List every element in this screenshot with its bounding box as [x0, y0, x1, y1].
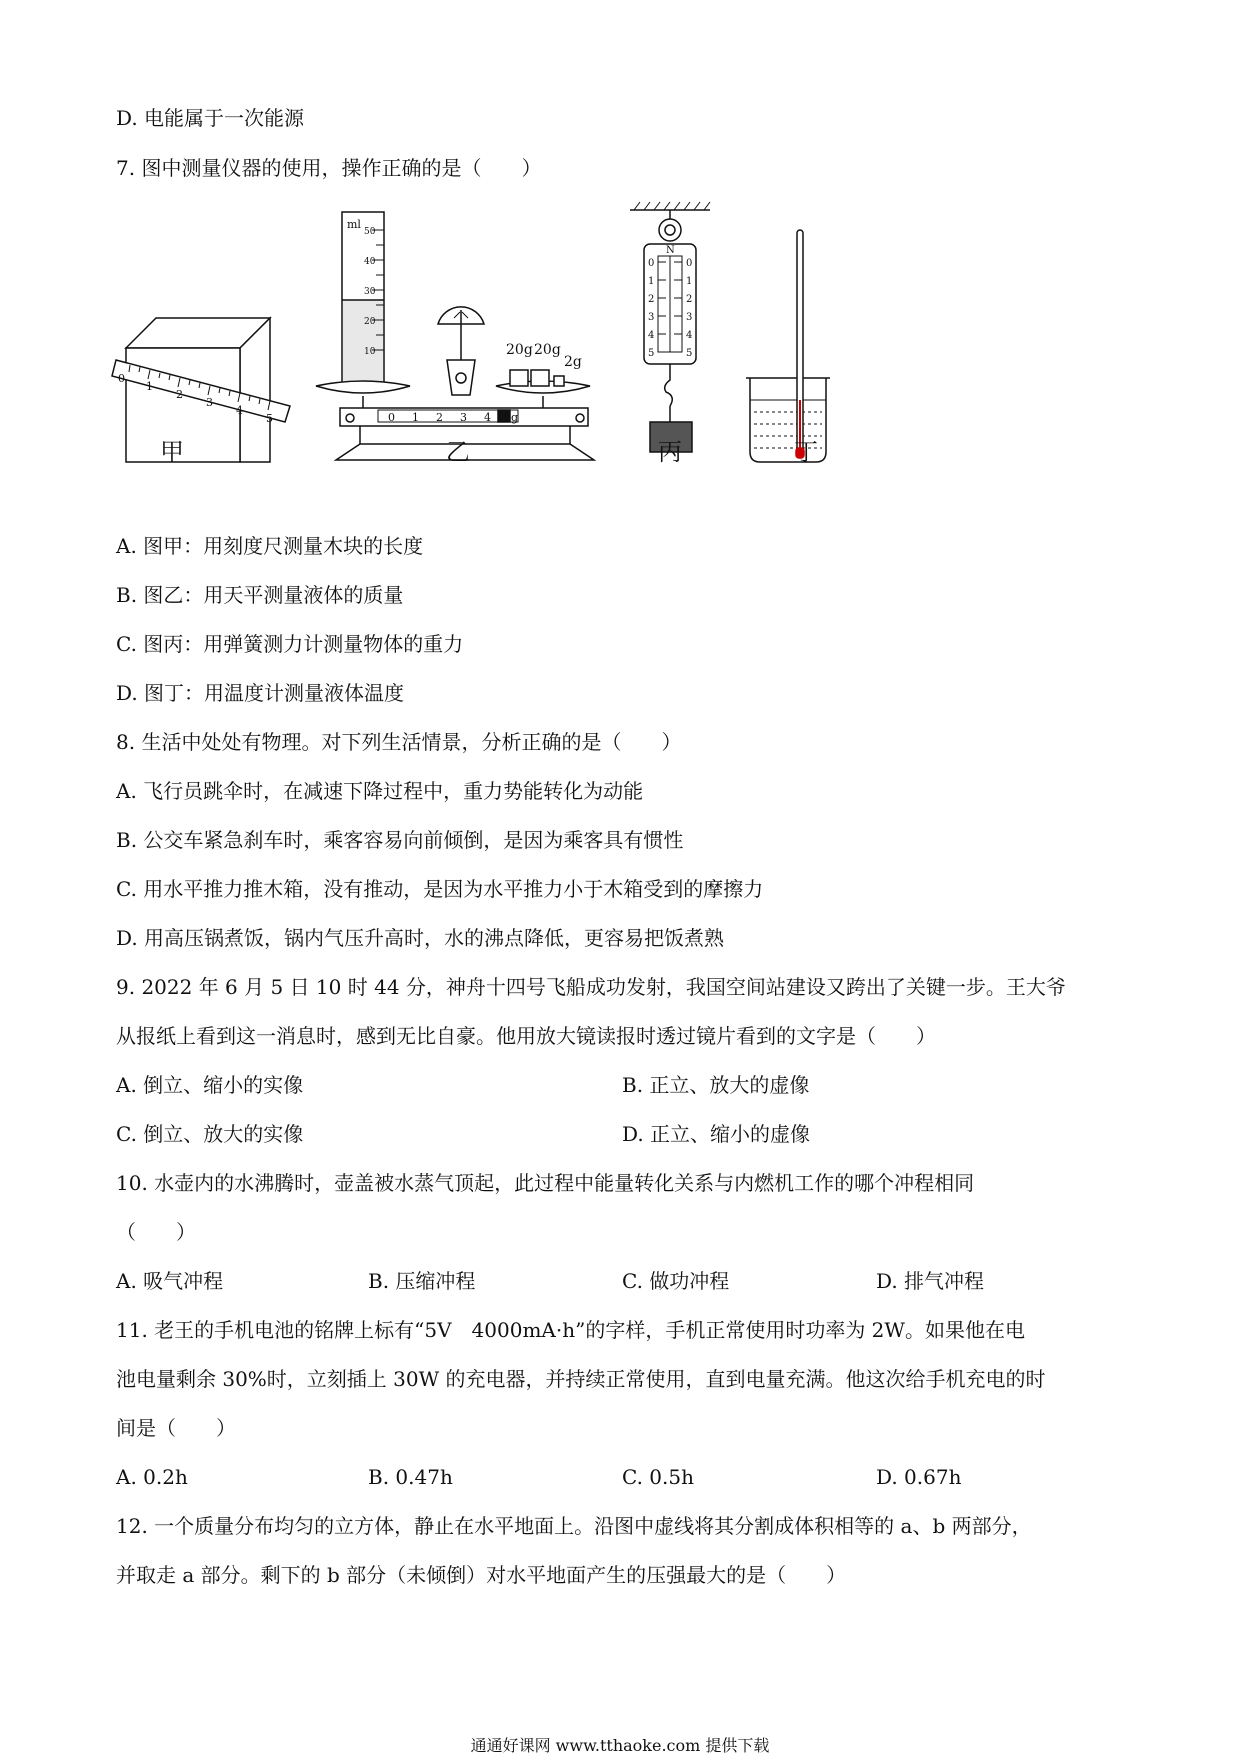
cylinder-tick-30: 30	[364, 287, 376, 297]
q11-option-b: B. 0.47h	[368, 1465, 453, 1489]
weight-label-2: 20g	[534, 342, 561, 358]
spring-tick-left-4: 4	[648, 330, 655, 341]
spring-tick-left-0: 0	[648, 258, 655, 269]
figure-yi-balance	[316, 212, 594, 460]
cylinder-unit: ml	[347, 218, 361, 231]
q9-option-d: D. 正立、缩小的虚像	[622, 1122, 811, 1146]
ruler-tick-2: 2	[176, 388, 183, 401]
figure-ding-thermometer-beaker	[746, 230, 830, 462]
spring-tick-left-2: 2	[648, 294, 655, 305]
cylinder-tick-40: 40	[364, 257, 376, 267]
q8-option-b: B. 公交车紧急刹车时，乘客容易向前倾倒，是因为乘客具有惯性	[116, 828, 684, 852]
q11-option-d: D. 0.67h	[876, 1465, 962, 1489]
balance-scale-5g: 5g	[504, 411, 519, 424]
figure-label-yi: 乙	[446, 438, 470, 466]
q10-option-b: B. 压缩冲程	[368, 1269, 476, 1293]
cylinder-tick-20: 20	[364, 317, 376, 327]
q7-option-c: C. 图丙：用弹簧测力计测量物体的重力	[116, 632, 464, 656]
q6-option-d: D. 电能属于一次能源	[116, 106, 305, 130]
q11-stem-line2: 池电量剩余 30%时，立刻插上 30W 的充电器，并持续正常使用，直到电量充满。他这次给手机充电的时	[116, 1367, 1046, 1391]
figure-label-ding: 丁	[794, 438, 818, 466]
spring-tick-right-5: 5	[686, 348, 693, 359]
q8-option-c: C. 用水平推力推木箱，没有推动，是因为水平推力小于木箱受到的摩擦力	[116, 877, 764, 901]
cylinder-tick-10: 10	[364, 347, 376, 357]
ruler-tick-5: 5	[266, 412, 273, 425]
balance-scale-0: 0	[388, 411, 395, 424]
figure-bing-spring-scale	[630, 202, 710, 452]
q11-option-c: C. 0.5h	[622, 1465, 694, 1489]
balance-scale-2: 2	[436, 411, 443, 424]
q10-option-d: D. 排气冲程	[876, 1269, 985, 1293]
spring-tick-left-1: 1	[648, 276, 655, 287]
spring-tick-right-2: 2	[686, 294, 693, 305]
q8-stem: 8. 生活中处处有物理。对下列生活情景，分析正确的是（ ）	[116, 730, 682, 754]
q10-option-a: A. 吸气冲程	[116, 1269, 224, 1293]
balance-scale-3: 3	[460, 411, 467, 424]
ruler-tick-1: 1	[146, 380, 153, 393]
spring-tick-left-5: 5	[648, 348, 655, 359]
q9-option-a: A. 倒立、缩小的实像	[116, 1073, 304, 1097]
balance-scale-4: 4	[484, 411, 491, 424]
spring-unit: N	[666, 245, 675, 256]
spring-tick-right-0: 0	[686, 258, 693, 269]
balance-scale-1: 1	[412, 411, 419, 424]
figure-label-bing: 丙	[658, 438, 682, 466]
figure-label-jia: 甲	[160, 438, 184, 466]
spring-tick-right-3: 3	[686, 312, 693, 323]
q9-option-b: B. 正立、放大的虚像	[622, 1073, 810, 1097]
q8-option-d: D. 用高压锅煮饭，锅内气压升高时，水的沸点降低，更容易把饭煮熟	[116, 926, 725, 950]
weight-label-3: 2g	[564, 354, 582, 370]
q12-stem-line2: 并取走 a 部分。剩下的 b 部分（未倾倒）对水平地面产生的压强最大的是（ ）	[116, 1563, 847, 1587]
figure-jia-block-ruler	[112, 318, 290, 462]
ruler-tick-3: 3	[206, 396, 213, 409]
q11-stem-line1: 11. 老王的手机电池的铭牌上标有“5V 4000mA·h”的字样，手机正常使用时功率为 2W。如果他在电	[116, 1318, 1025, 1342]
ruler-tick-0: 0	[118, 372, 125, 385]
q10-stem-line2: （ ）	[116, 1220, 196, 1244]
spring-tick-right-4: 4	[686, 330, 693, 341]
spring-tick-left-3: 3	[648, 312, 655, 323]
q9-option-c: C. 倒立、放大的实像	[116, 1122, 304, 1146]
q7-option-b: B. 图乙：用天平测量液体的质量	[116, 583, 404, 607]
cylinder-tick-50: 50	[364, 227, 376, 237]
q11-stem-line3: 间是（ ）	[116, 1416, 236, 1440]
q8-option-a: A. 飞行员跳伞时，在减速下降过程中，重力势能转化为动能	[116, 779, 644, 803]
q10-stem-line1: 10. 水壶内的水沸腾时，壶盖被水蒸气顶起，此过程中能量转化关系与内燃机工作的哪个冲程相同	[116, 1171, 975, 1195]
q7-option-a: A. 图甲：用刻度尺测量木块的长度	[116, 534, 424, 558]
q9-stem-line2: 从报纸上看到这一消息时，感到无比自豪。他用放大镜读报时透过镜片看到的文字是（ ）	[116, 1024, 936, 1048]
weight-label-1: 20g	[506, 342, 533, 358]
page-footer: 通通好课网 www.tthaoke.com 提供下载	[470, 1736, 770, 1755]
q7-option-d: D. 图丁：用温度计测量液体温度	[116, 681, 405, 705]
q12-stem-line1: 12. 一个质量分布均匀的立方体，静止在水平地面上。沿图中虚线将其分割成体积相等的 a、b 两部分，	[116, 1514, 1032, 1538]
q7-figure	[110, 200, 870, 480]
q7-stem: 7. 图中测量仪器的使用，操作正确的是（ ）	[116, 156, 542, 180]
ruler-tick-4: 4	[236, 404, 243, 417]
q11-option-a: A. 0.2h	[116, 1465, 188, 1489]
spring-tick-right-1: 1	[686, 276, 693, 287]
q9-stem-line1: 9. 2022 年 6 月 5 日 10 时 44 分，神舟十四号飞船成功发射，我国空间站建设又跨出了关键一步。王大爷	[116, 975, 1066, 999]
q10-option-c: C. 做功冲程	[622, 1269, 730, 1293]
